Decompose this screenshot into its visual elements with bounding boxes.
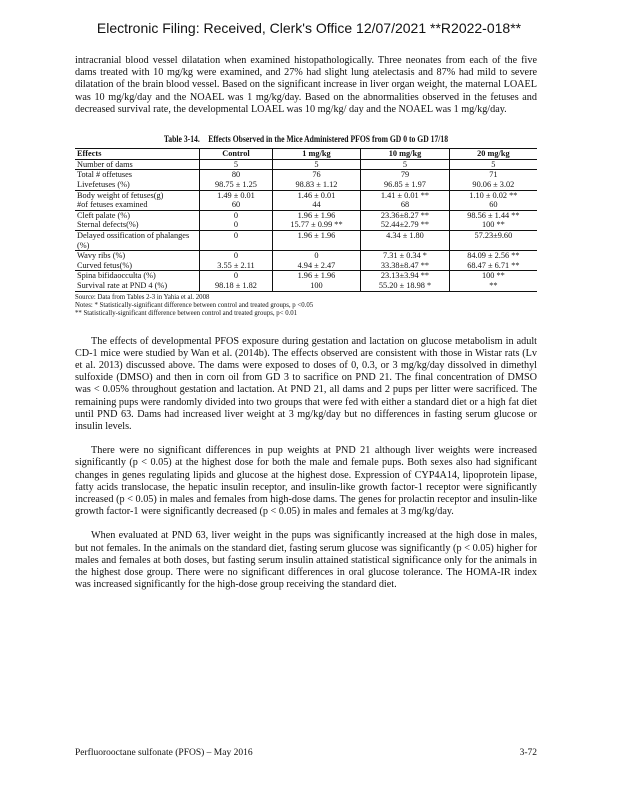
table-header-row (75, 149, 537, 160)
table-row (75, 170, 537, 180)
table-cell: 98.18 ± 1.82 (200, 281, 272, 291)
table-cell: 76 (272, 170, 361, 180)
paragraph: When evaluated at PND 63, liver weight in the pups was significantly increased at the high dose in males, but not females. In the animals on the standard diet, fasting serum glucose was significantly (p < 0.05) higher for males and females at both doses, but fasting serum insulin attained statistical significance only for the animals in the highest dose group. There were no significant differences in oral glucose tolerance. The HOMA-IR index was increased significantly for the high-dose group receiving the standard diet. (75, 530, 537, 591)
table-cell: 1.49 ± 0.01 (200, 190, 272, 200)
table-cell: 100 ** (481, 220, 505, 230)
table-cell: 98.56 ± 1.44 ** (449, 210, 537, 220)
table-cell: 23.13±3.94 ** (361, 271, 450, 281)
row-label: Cleft palate (%) (75, 210, 200, 220)
table-row (75, 261, 537, 271)
row-label: Livefetuses (%) (75, 180, 200, 190)
table-cell: 55.20 ± 18.98 * (361, 281, 450, 291)
table-cell: 84.09 ± 2.56 ** (449, 251, 537, 261)
table-cell: 5 (491, 159, 496, 169)
table-row (75, 190, 537, 200)
row-label: Sternal defects(%) (75, 220, 200, 230)
table-cell: 98.75 ± 1.25 (200, 180, 272, 190)
table-cell: 98.83 ± 1.12 (272, 180, 361, 190)
table-cell: 80 (200, 170, 272, 180)
column-header-effects: Effects (75, 149, 200, 160)
row-label: Total # offetuses (75, 170, 200, 180)
table-cell: 7.31 ± 0.34 * (361, 251, 450, 261)
row-label: #of fetuses examined (75, 200, 200, 210)
table-cell: 23.36±8.27 ** (361, 210, 450, 220)
table-notes (75, 294, 537, 318)
table-row (75, 220, 537, 230)
table-cell: 4.94 ± 2.47 (272, 261, 361, 271)
column-header-20mg: 20 mg/kg (449, 149, 537, 160)
table-row (75, 210, 537, 220)
table-title: Effects Observed in the Mice Administered PFOS from GD 0 to GD 17/18 (208, 134, 449, 145)
table-cell: 44 (272, 200, 361, 210)
table-cell: 52.44±2.79 ** (361, 220, 450, 230)
table-row (75, 159, 537, 170)
table-row (75, 200, 537, 210)
table-note-1: Notes: * Statistically-significant difference between control and treated groups, p <0.05 (75, 301, 314, 309)
table-cell: 0 (200, 251, 272, 261)
table-cell: 0 (200, 230, 272, 250)
filing-stamp: Electronic Filing: Received, Clerk's Office 12/07/2021 **R2022-018** (96, 20, 522, 36)
table-cell: 1.96 ± 1.96 (272, 210, 361, 220)
table-cell: 1.41 ± 0.01 ** (361, 190, 450, 200)
page-footer (75, 748, 537, 758)
table-caption (110, 133, 503, 145)
paragraph: The effects of developmental PFOS exposure during gestation and lactation on glucose metabolism in adult CD-1 mice were studied by Wan et al. (2014b). The effects observed are consistent with those in Wistar rats (Lv et al. 2013) discussed above. The dams were exposed to doses of 0, 0.3, or 3 mg/kg/day dissolved in dimethyl sulfoxide (DMSO) and then in corn oil from GD 3 to sacrifice on PND 21. The final concentration of DMSO was < 0.05% throughout gestation and lactation. At PND 21, all dams and 2 pups per litter were sacrificed. The remaining pups were randomly divided into two groups that were fed with either a standard diet or a high fat diet until PND 63. Dams had increased liver weight at 3 mg/kg/day but no differences in fasting serum glucose or insulin levels. (75, 335, 537, 432)
table-number: Table 3-14. (163, 134, 200, 145)
table-cell: 4.34 ± 1.80 (361, 230, 450, 250)
paragraph: There were no significant differences in pup weights at PND 21 although liver weights were increased significantly (p < 0.05) at the highest dose for both the male and female pups. Both sexes also had significant changes in genes regulating lipids and glucose at the highest dose. Expression of CYP4A14, lipoprotein lipase, fatty acids translocase, the hepatic insulin receptor, and insulin-like growth factor-1 receptor were significantly increased (p < 0.05) in males and females from high-dose dams. The genes for prolactin receptor and insulin-like growth factor-1 were significantly decreased (p < 0.05) in males and females at 3 mg/kg/day. (75, 445, 537, 518)
table-row (75, 180, 537, 190)
row-label: Curved fetus(%) (75, 261, 200, 271)
row-label: Number of dams (75, 159, 200, 170)
page-number: 3-72 (519, 748, 537, 758)
table-cell: 71 (449, 170, 537, 180)
column-header-1mg: 1 mg/kg (272, 149, 361, 160)
table-cell: 5 (200, 159, 272, 170)
table-cell: 0 (200, 271, 272, 281)
paragraph: intracranial blood vessel dilatation when examined histopathologically. Three neonates from each of the five dams treated with 10 mg/kg were examined, and 27% had slight lung atelectasis and 87% had mild to severe dilatation of the brain blood vessel. Based on the significant increase in liver organ weight, the maternal LOAEL was 10 mg/kg/day and the NOAEL was 1 mg/kg/day. Based on the abnormalities observed in the fetuses and decreased survival rate, the developmental LOAEL was 10 mg/kg/ day and the NOAEL was 1 mg/kg/day. (75, 55, 537, 115)
row-label: Survival rate at PND 4 (%) (75, 281, 200, 291)
table-cell: 0 (200, 220, 272, 230)
table-source: Source: Data from Tables 2-3 in Yahia et al. 2008 (75, 293, 210, 301)
table-row (75, 230, 537, 250)
table-note-2: ** Statistically-significant difference between control and treated groups, p< 0.01 (75, 309, 298, 317)
table-row (75, 281, 537, 291)
table-cell: 96.85 ± 1.97 (361, 180, 450, 190)
table-cell: 79 (361, 170, 450, 180)
row-label: Wavy ribs (%) (75, 251, 200, 261)
row-label: Spina bifidaocculta (%) (75, 271, 200, 281)
table-cell: 68 (361, 200, 450, 210)
column-header-control: Control (200, 149, 272, 160)
table-cell: 60 (489, 200, 498, 210)
footer-document-title: Perfluorooctane sulfonate (PFOS) – May 2016 (75, 748, 253, 758)
table-body (75, 159, 537, 291)
table-cell: 90.06 ± 3.02 (472, 180, 515, 189)
table-row (75, 251, 537, 261)
table-row (75, 271, 537, 281)
table-cell: 0 (272, 251, 361, 261)
column-header-10mg: 10 mg/kg (361, 149, 450, 160)
table-cell: 5 (361, 159, 450, 170)
table-cell: 0 (200, 210, 272, 220)
table-cell: 60 (200, 200, 272, 210)
row-label: Delayed ossification of phalanges (%) (75, 230, 200, 250)
table-cell: 5 (272, 159, 361, 170)
table-cell: 1.96 ± 1.96 (272, 271, 361, 281)
table-cell: 68.47 ± 6.71 ** (467, 260, 520, 270)
table-cell: 100 (272, 281, 361, 291)
table-cell: 1.10 ± 0.02 ** (449, 190, 537, 200)
table-cell: 1.96 ± 1.96 (272, 230, 361, 250)
row-label: Body weight of fetuses(g) (75, 190, 200, 200)
table-cell: 1.46 ± 0.01 (272, 190, 361, 200)
effects-table (75, 148, 537, 291)
table-cell: 100 ** (449, 271, 537, 281)
table-cell: 33.38±8.47 ** (361, 261, 450, 271)
table-cell: 57.23±9.60 (449, 230, 537, 250)
page-body (75, 55, 537, 591)
table-cell: 3.55 ± 2.11 (200, 261, 272, 271)
table-cell: ** (449, 281, 537, 291)
table-cell: 15.77 ± 0.99 ** (272, 220, 361, 230)
